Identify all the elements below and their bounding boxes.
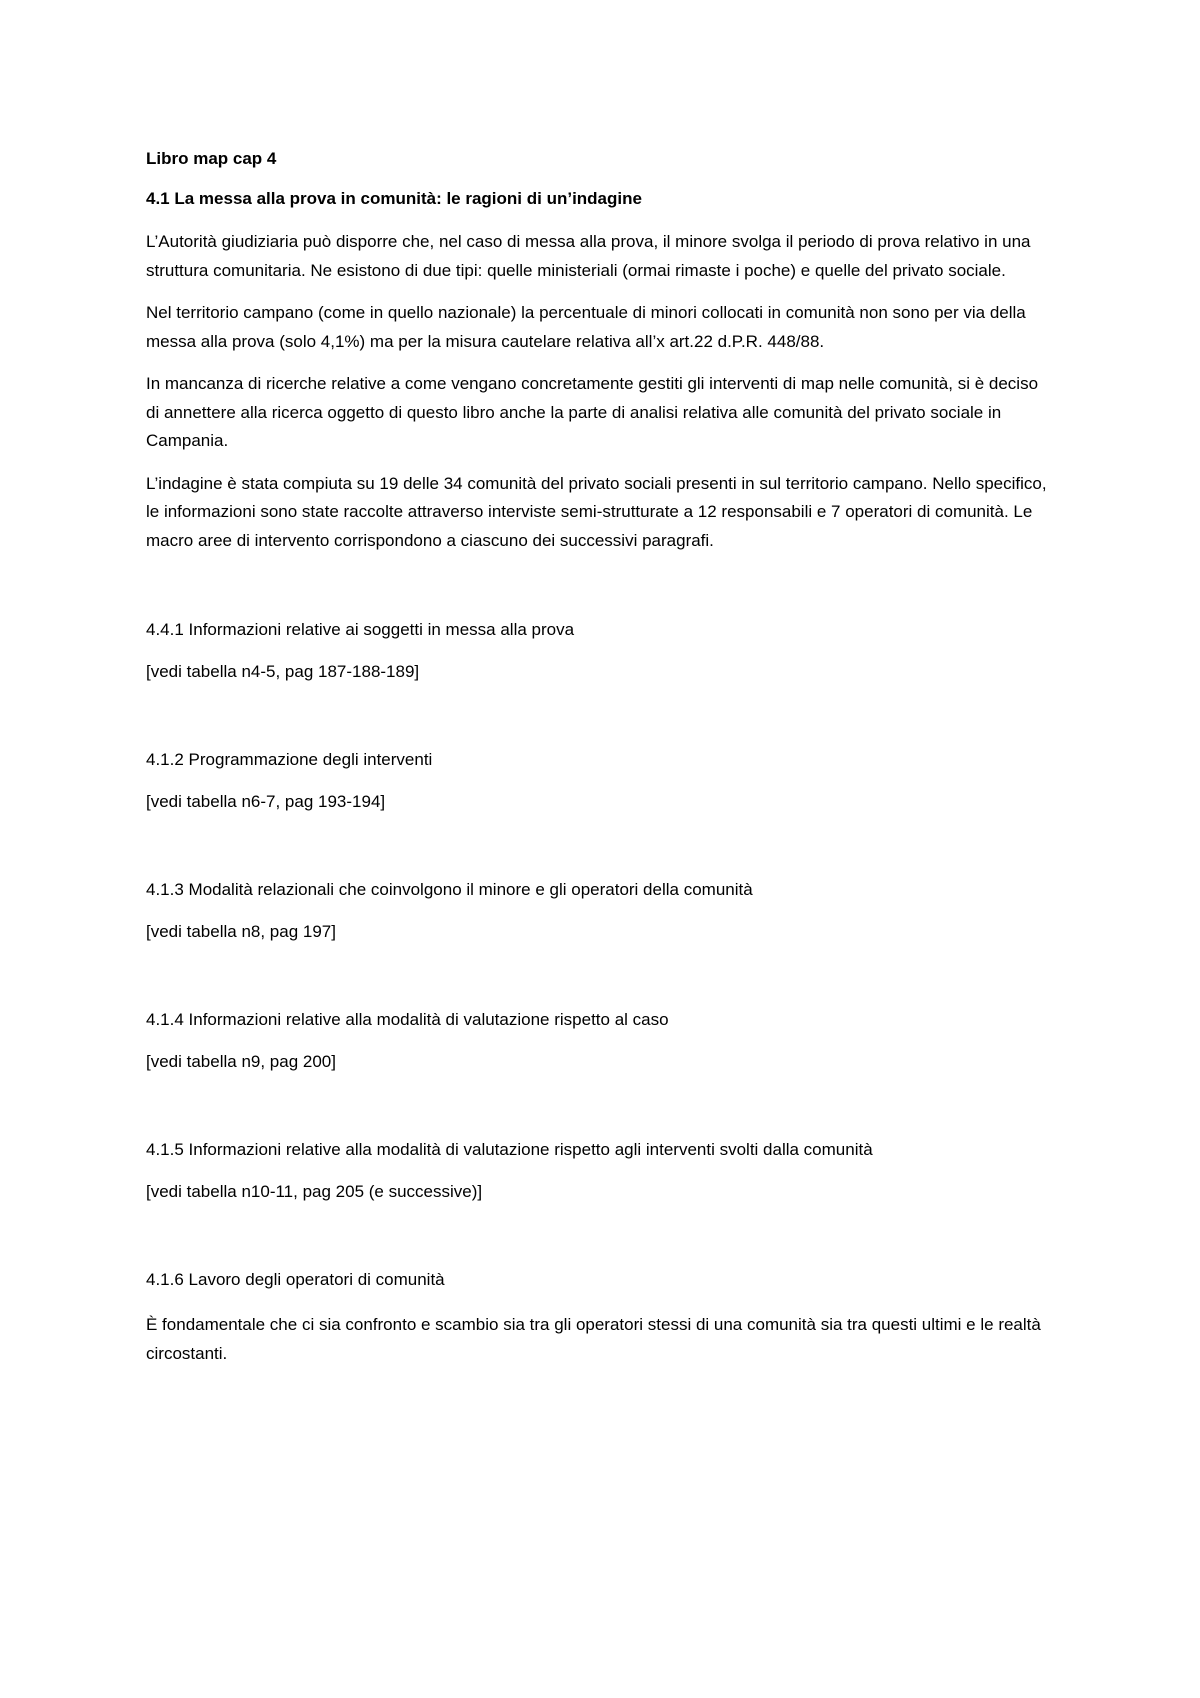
subsection-heading: 4.1.4 Informazioni relative alla modalità di valutazione rispetto al caso xyxy=(146,1010,669,1029)
subsection xyxy=(146,619,1051,683)
paragraph: L’indagine è stata compiuta su 19 delle 34 comunità del privato sociali presenti in sul territorio campano. Nello specifico, le informazioni sono state raccolte attraverso interviste semi-strutturate a 12 responsabili e 7 operatori di comunità. Le macro aree di intervento corrispondono a ciascuno dei successivi paragrafi. xyxy=(146,473,1047,550)
paragraph: Nel territorio campano (come in quello nazionale) la percentuale di minori collocati in comunità non sono per via della messa alla prova (solo 4,1%) ma per la misura cautelare relativa all’x art.22 d.P.R. 448/88. xyxy=(146,303,1026,351)
table-reference: [vedi tabella n8, pag 197] xyxy=(146,922,336,941)
subsection-heading: 4.1.2 Programmazione degli interventi xyxy=(146,750,433,769)
paragraph: L’Autorità giudiziaria può disporre che, nel caso di messa alla prova, il minore svolga il periodo di prova relativo in una struttura comunitaria. Ne esistono di due tipi: quelle ministeriali (ormai rimaste i poche) e quelle del privato sociale. xyxy=(146,232,1031,280)
subsection xyxy=(146,1009,1051,1073)
subsection xyxy=(146,1269,1051,1368)
subsection-heading: 4.1.5 Informazioni relative alla modalità di valutazione rispetto agli interventi svolti dalla comunità xyxy=(146,1140,873,1159)
subsection xyxy=(146,749,1051,813)
document-page xyxy=(146,148,1051,1382)
table-reference: [vedi tabella n9, pag 200] xyxy=(146,1052,336,1071)
subsection-heading: 4.1.3 Modalità relazionali che coinvolgono il minore e gli operatori della comunità xyxy=(146,880,753,899)
section-heading: 4.1 La messa alla prova in comunità: le ragioni di un’indagine xyxy=(146,189,642,208)
document-title: Libro map cap 4 xyxy=(146,149,277,168)
paragraph: È fondamentale che ci sia confronto e scambio sia tra gli operatori stessi di una comunità sia tra questi ultimi e le realtà circostanti. xyxy=(146,1315,1041,1363)
paragraph: In mancanza di ricerche relative a come vengano concretamente gestiti gli interventi di map nelle comunità, si è deciso di annettere alla ricerca oggetto di questo libro anche la parte di analisi relativa alle comunità del privato sociale in Campania. xyxy=(146,374,1039,450)
subsection-heading: 4.4.1 Informazioni relative ai soggetti in messa alla prova xyxy=(146,620,575,639)
subsection xyxy=(146,1139,1051,1203)
subsection xyxy=(146,879,1051,943)
table-reference: [vedi tabella n10-11, pag 205 (e successive)] xyxy=(146,1182,483,1201)
table-reference: [vedi tabella n6-7, pag 193-194] xyxy=(146,792,386,811)
subsection-heading: 4.1.6 Lavoro degli operatori di comunità xyxy=(146,1270,445,1289)
table-reference: [vedi tabella n4-5, pag 187-188-189] xyxy=(146,662,420,681)
